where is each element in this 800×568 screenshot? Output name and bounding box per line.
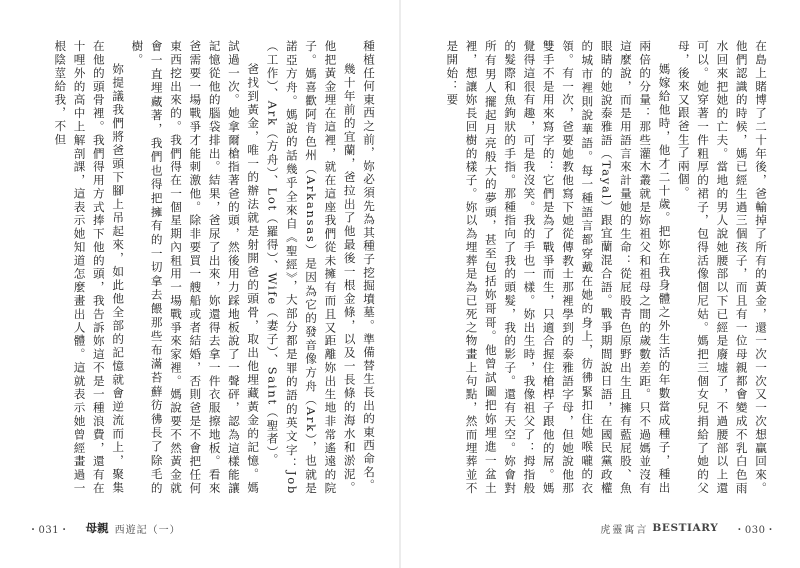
running-head-series-en: BESTIARY [652, 522, 719, 534]
paragraph: 在島上賭博了二十年後，爸輸掉了所有的黃金，還一次一次又一次想贏回來。他們認識的時候，媽已經生過三個孩子，而且有一位母親都會變成不乳白色雨水回來把她的亡夫。當地的男人說她腰部以下已經是廢墟了，不過腰部以上還可以。她穿著一件粗厚的裙子，包得活像個尼姑。媽把三個女兒捐給了她的父母，後來又跟爸生了兩個。 [676, 40, 768, 495]
running-head-series: 虎靈寓言 [600, 524, 649, 536]
paragraph: 媽嫁給他時，他才二十歲。把妳在我身體之外生活的年數當成種子，種出兩倍的分量：那些灌木叢就是妳祖父和祖母之間的歲數差距。只不過媽並沒有這麼說，而是用語言來計量她的生命：從屁股青色原野出生且擁有藍屁股、魚眼睛的她說泰雅語（Tayal）跟宜蘭混合語。戰爭期間說日語，在國民黨政權的城市裡則說華語。每一種語言都穿戴在她的身上，彷彿緊扣住她喉嚨的衣領。有一次，爸要她教他寫下她從傳教士那裡學到的泰雅語字母，但她說他那雙手不是用來寫字的：它們是為了戰爭而生，只適合握住槍桿子跟他的屌。媽覺得這很有趣，可是我沒笑。我的手也一樣。妳出生時，我像祖父了：拇指般的髮際和魚鉤狀的手指。那種指向了我的頭髮，我的影子。還有天空。妳會對所有男人擺起月亮般大的夢頭，甚至包括妳哥哥。他曾試圖把妳埋進一盆土裡，想讓妳長回樹的樣子。妳以為埋葬是為已死之物畫上句點，然而埋葬並不是開始：要 [445, 40, 672, 495]
page-number: ・031・ [28, 524, 70, 536]
page-number: ・030・ [734, 524, 776, 536]
paragraph: 爸找到黃金，唯一的辦法就是射開爸的頭骨，取出他埋藏黃金的記憶。媽試過一次。她拿爾槍指著爸的頭，然後用力踩地板說了一聲砰，認為這樣能讓記憶從他的腦袋排出。結果，爸尿了出來，妳還得去拿一件衣服擦地板。看來爸需要一場戰爭才能刺激他。除非要買一艘船或者結婚，否則爸是不會把任何東西挖出來的。我們得在一個星期內租用一場戰爭來家裡。媽說要不然黃金就會一直埋藏著，我們也得把擁有的一切拿去餵那些布滿苔蘚彷彿長了除毛的樹。 [130, 40, 261, 495]
running-head-chapter: 西遊記（一） [114, 524, 181, 536]
right-page-footer [600, 520, 776, 536]
right-page-text [418, 40, 770, 495]
paragraph: 幾十年前的宜蘭，爸拉出了他最後一根金條，以及一長條的海水和淤泥。他把黃金埋在這裡，就在這座我們從未擁有而且又距離妳出生地非常遙遠的院子。媽喜歡阿肯色州（Arkansas）是因為它的發音像方舟（Ark），也就是諾亞方舟。媽說的話幾乎全來自《聖經》，大部分都是罪的語的英文字：Job（工作）、Ark（方舟）、Lot（羅得）、Wife（妻子）、Saint（聖者）。 [265, 40, 357, 495]
running-head-title: 母親 [85, 521, 109, 535]
paragraph: 妳提議我們將爸頭下腳上吊起來，如此他全部的記憶就會逆流而上，聚集在他的頭骨裡。我們得用方式捧下他的頭，我告訴妳這不是一種浪費，還有在十哩外的高中上解剖課，這表示她知道怎麼畫出人體。這就表示她曾經畫過一根陰莖給我，不但 [53, 40, 126, 495]
left-page-text [26, 40, 378, 495]
paragraph: 種植任何東西之前，妳必須先為其種子挖掘墳墓。準備替生長出的東西命名。 [362, 40, 376, 493]
left-page-footer [28, 520, 181, 536]
right-page [400, 0, 800, 568]
